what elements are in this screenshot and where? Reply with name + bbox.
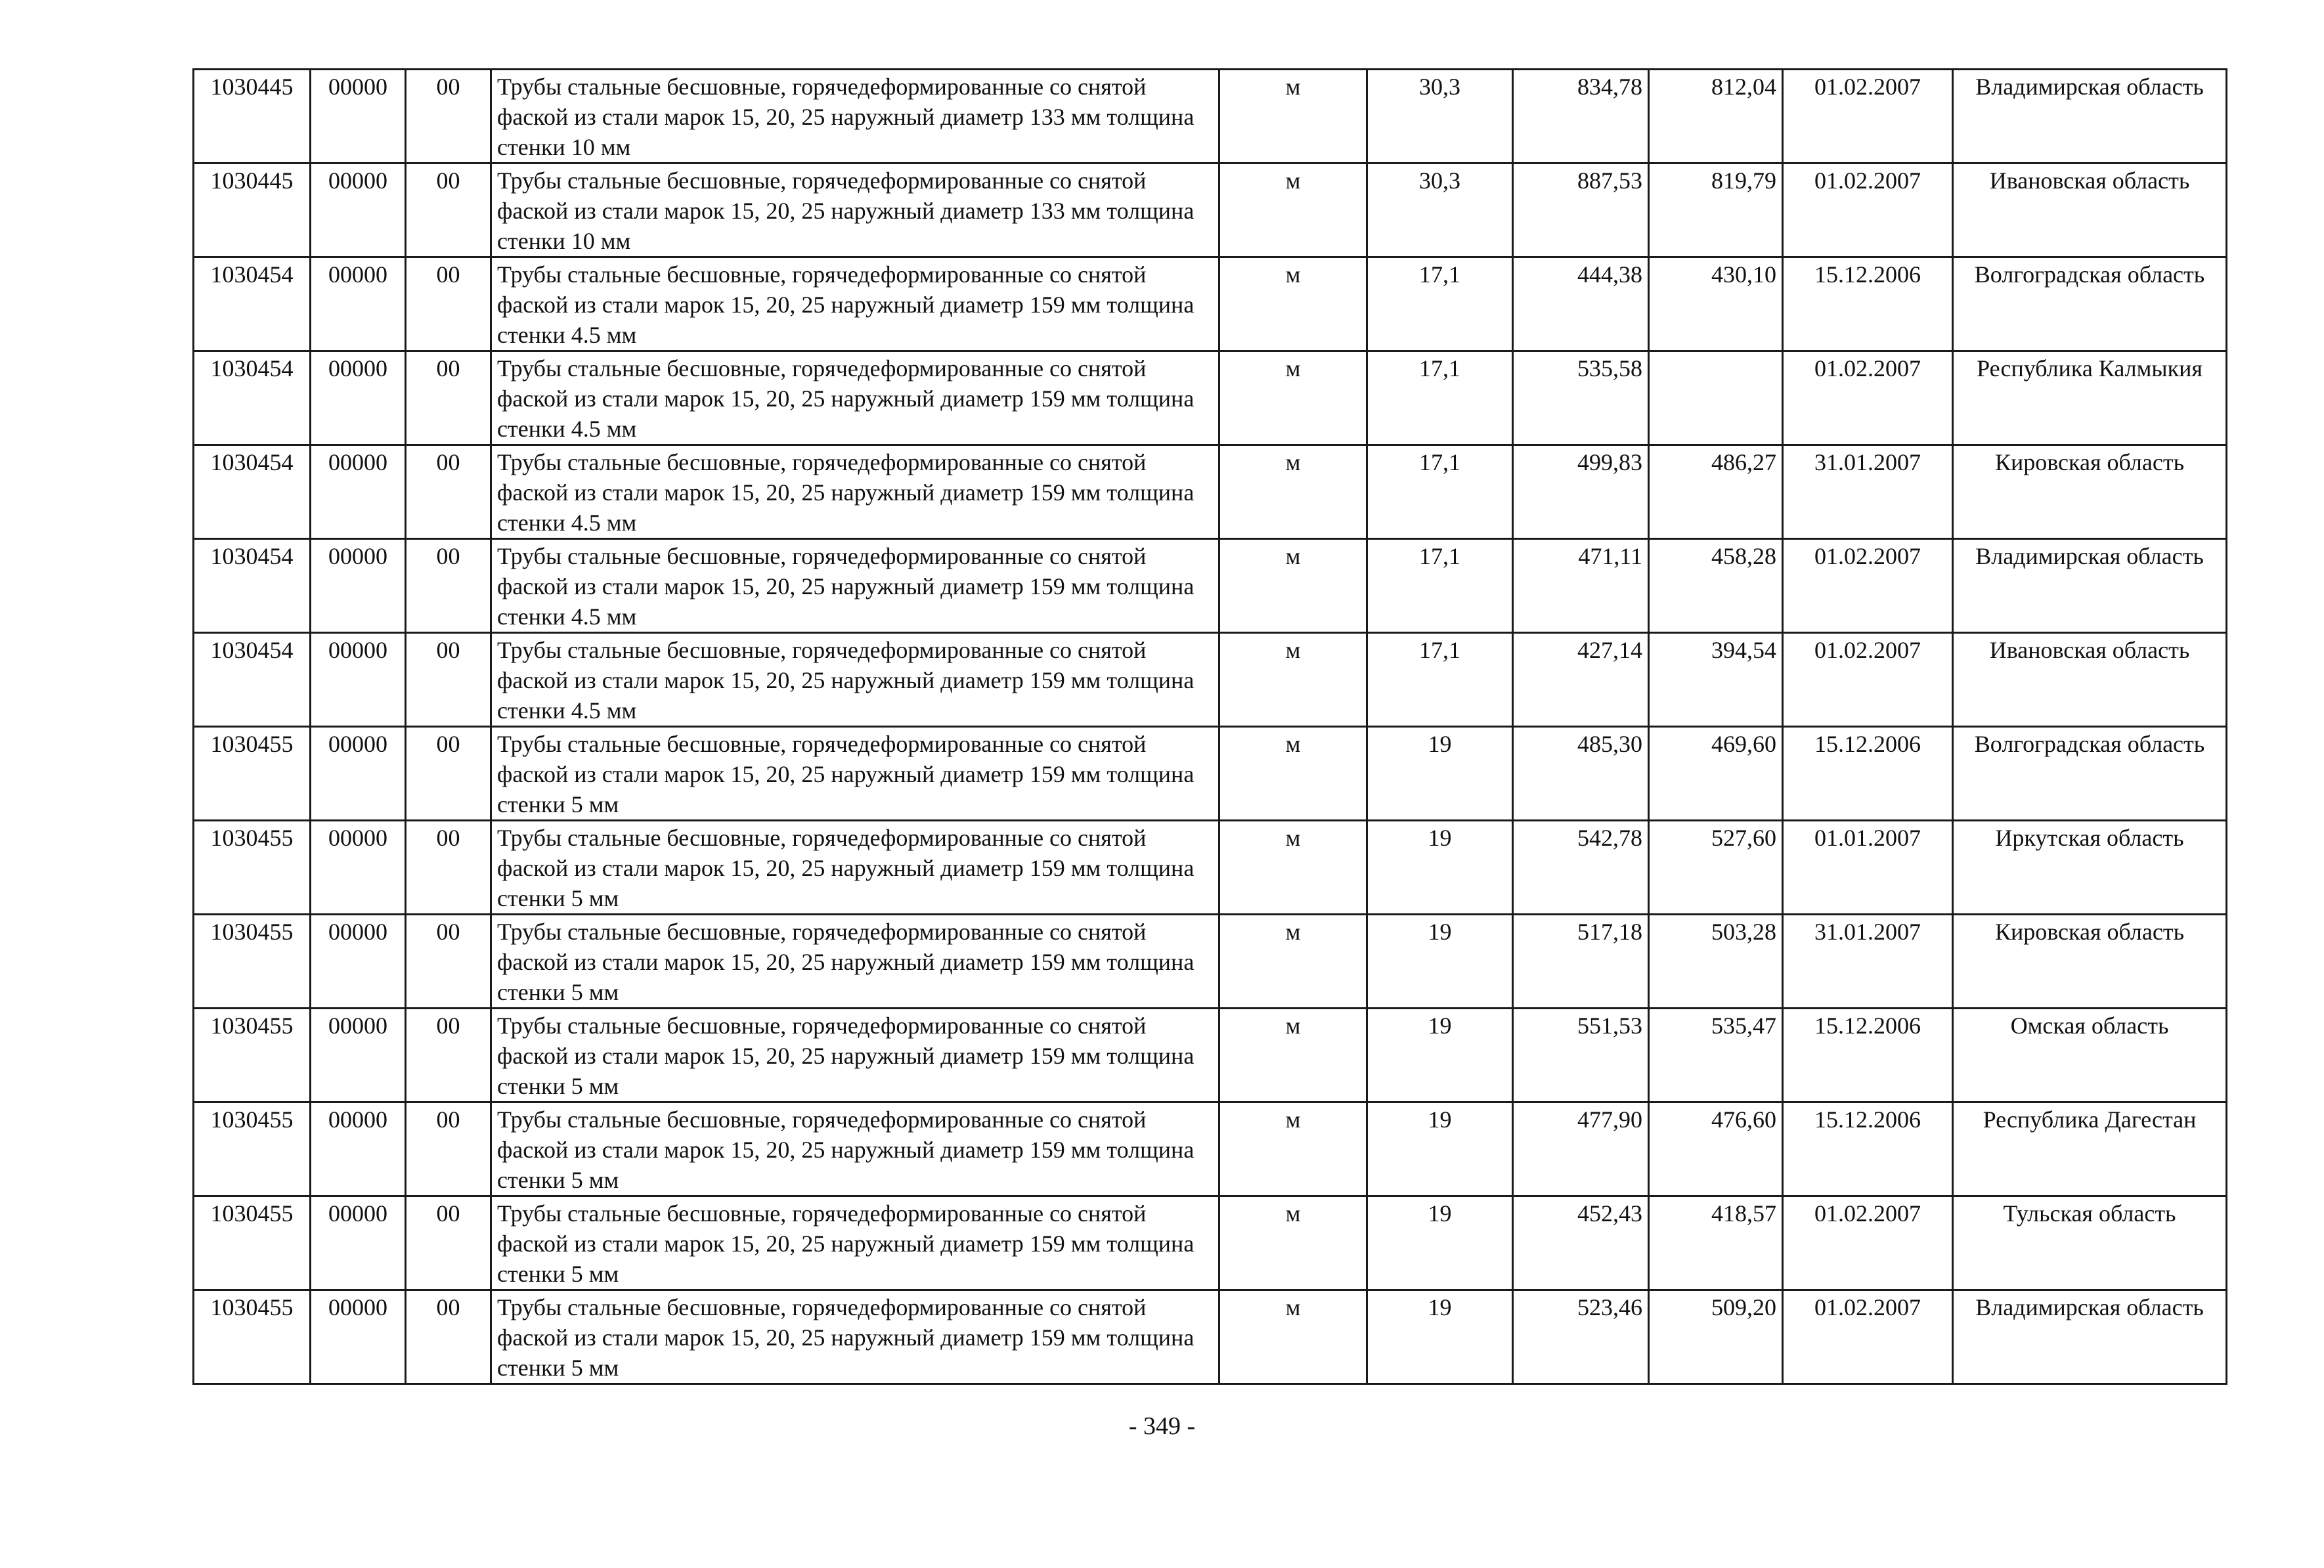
cell-description: Трубы стальные бесшовные, горячедеформированные со снятой фаской из стали марок 15, 20, 25 наружный диаметр 133 мм толщина стенки 10 мм bbox=[491, 163, 1219, 257]
cell-item-code: 1030445 bbox=[194, 70, 311, 163]
cell-price-1: 444,38 bbox=[1513, 257, 1649, 351]
cell-description: Трубы стальные бесшовные, горячедеформированные со снятой фаской из стали марок 15, 20, 25 наружный диаметр 159 мм толщина стенки 4.5 мм bbox=[491, 539, 1219, 633]
cell-unit: м bbox=[1219, 1009, 1367, 1102]
table-row bbox=[194, 70, 2227, 163]
cell-item-code: 1030454 bbox=[194, 633, 311, 727]
cell-subcode-2: 00 bbox=[406, 1009, 491, 1102]
table-row bbox=[194, 539, 2227, 633]
table-body bbox=[194, 70, 2227, 1384]
cell-weight: 30,3 bbox=[1367, 163, 1513, 257]
cell-item-code: 1030454 bbox=[194, 257, 311, 351]
cell-description: Трубы стальные бесшовные, горячедеформированные со снятой фаской из стали марок 15, 20, 25 наружный диаметр 159 мм толщина стенки 5 мм bbox=[491, 1102, 1219, 1196]
cell-region: Кировская область bbox=[1953, 915, 2227, 1009]
table-row bbox=[194, 1196, 2227, 1290]
cell-item-code: 1030455 bbox=[194, 1009, 311, 1102]
cell-price-1: 551,53 bbox=[1513, 1009, 1649, 1102]
cell-subcode: 00000 bbox=[311, 1102, 406, 1196]
cell-unit: м bbox=[1219, 539, 1367, 633]
cell-subcode-2: 00 bbox=[406, 445, 491, 539]
cell-item-code: 1030454 bbox=[194, 539, 311, 633]
cell-unit: м bbox=[1219, 351, 1367, 445]
cell-date: 15.12.2006 bbox=[1783, 1102, 1953, 1196]
table-row bbox=[194, 351, 2227, 445]
cell-price-2: 527,60 bbox=[1649, 821, 1783, 915]
cell-description: Трубы стальные бесшовные, горячедеформированные со снятой фаской из стали марок 15, 20, 25 наружный диаметр 159 мм толщина стенки 4.5 мм bbox=[491, 633, 1219, 727]
cell-description: Трубы стальные бесшовные, горячедеформированные со снятой фаской из стали марок 15, 20, 25 наружный диаметр 133 мм толщина стенки 10 мм bbox=[491, 70, 1219, 163]
cell-weight: 19 bbox=[1367, 1102, 1513, 1196]
cell-date: 01.02.2007 bbox=[1783, 351, 1953, 445]
cell-price-2: 819,79 bbox=[1649, 163, 1783, 257]
table-row bbox=[194, 445, 2227, 539]
cell-price-2: 394,54 bbox=[1649, 633, 1783, 727]
cell-item-code: 1030454 bbox=[194, 351, 311, 445]
cell-description: Трубы стальные бесшовные, горячедеформированные со снятой фаской из стали марок 15, 20, 25 наружный диаметр 159 мм толщина стенки 4.5 мм bbox=[491, 445, 1219, 539]
cell-date: 31.01.2007 bbox=[1783, 445, 1953, 539]
cell-price-2: 469,60 bbox=[1649, 727, 1783, 821]
cell-subcode: 00000 bbox=[311, 445, 406, 539]
cell-subcode: 00000 bbox=[311, 1290, 406, 1384]
cell-unit: м bbox=[1219, 1290, 1367, 1384]
cell-subcode-2: 00 bbox=[406, 821, 491, 915]
cell-region: Владимирская область bbox=[1953, 1290, 2227, 1384]
cell-price-1: 523,46 bbox=[1513, 1290, 1649, 1384]
cell-description: Трубы стальные бесшовные, горячедеформированные со снятой фаской из стали марок 15, 20, 25 наружный диаметр 159 мм толщина стенки 5 мм bbox=[491, 1009, 1219, 1102]
cell-unit: м bbox=[1219, 1102, 1367, 1196]
cell-price-2: 535,47 bbox=[1649, 1009, 1783, 1102]
cell-item-code: 1030455 bbox=[194, 1102, 311, 1196]
cell-region: Владимирская область bbox=[1953, 539, 2227, 633]
cell-date: 15.12.2006 bbox=[1783, 257, 1953, 351]
cell-description: Трубы стальные бесшовные, горячедеформированные со снятой фаской из стали марок 15, 20, 25 наружный диаметр 159 мм толщина стенки 4.5 мм bbox=[491, 257, 1219, 351]
cell-unit: м bbox=[1219, 821, 1367, 915]
table-row bbox=[194, 1290, 2227, 1384]
cell-unit: м bbox=[1219, 70, 1367, 163]
price-table bbox=[192, 68, 2227, 1385]
cell-weight: 19 bbox=[1367, 727, 1513, 821]
cell-date: 31.01.2007 bbox=[1783, 915, 1953, 1009]
cell-subcode: 00000 bbox=[311, 915, 406, 1009]
cell-unit: м bbox=[1219, 257, 1367, 351]
cell-price-1: 499,83 bbox=[1513, 445, 1649, 539]
cell-subcode: 00000 bbox=[311, 257, 406, 351]
cell-region: Кировская область bbox=[1953, 445, 2227, 539]
cell-price-1: 542,78 bbox=[1513, 821, 1649, 915]
cell-date: 01.02.2007 bbox=[1783, 633, 1953, 727]
cell-date: 01.01.2007 bbox=[1783, 821, 1953, 915]
cell-price-1: 477,90 bbox=[1513, 1102, 1649, 1196]
cell-region: Ивановская область bbox=[1953, 163, 2227, 257]
cell-description: Трубы стальные бесшовные, горячедеформированные со снятой фаской из стали марок 15, 20, 25 наружный диаметр 159 мм толщина стенки 5 мм bbox=[491, 1196, 1219, 1290]
cell-item-code: 1030455 bbox=[194, 727, 311, 821]
cell-weight: 17,1 bbox=[1367, 351, 1513, 445]
cell-description: Трубы стальные бесшовные, горячедеформированные со снятой фаской из стали марок 15, 20, 25 наружный диаметр 159 мм толщина стенки 5 мм bbox=[491, 915, 1219, 1009]
cell-price-1: 452,43 bbox=[1513, 1196, 1649, 1290]
cell-region: Волгоградская область bbox=[1953, 727, 2227, 821]
cell-subcode-2: 00 bbox=[406, 257, 491, 351]
cell-item-code: 1030455 bbox=[194, 915, 311, 1009]
cell-subcode: 00000 bbox=[311, 539, 406, 633]
cell-price-1: 887,53 bbox=[1513, 163, 1649, 257]
cell-date: 01.02.2007 bbox=[1783, 70, 1953, 163]
cell-weight: 19 bbox=[1367, 915, 1513, 1009]
cell-subcode-2: 00 bbox=[406, 163, 491, 257]
cell-subcode-2: 00 bbox=[406, 727, 491, 821]
cell-price-2: 812,04 bbox=[1649, 70, 1783, 163]
cell-weight: 17,1 bbox=[1367, 257, 1513, 351]
table-row bbox=[194, 257, 2227, 351]
cell-subcode-2: 00 bbox=[406, 351, 491, 445]
table-row bbox=[194, 163, 2227, 257]
cell-item-code: 1030455 bbox=[194, 1290, 311, 1384]
cell-unit: м bbox=[1219, 163, 1367, 257]
cell-item-code: 1030445 bbox=[194, 163, 311, 257]
cell-subcode-2: 00 bbox=[406, 1290, 491, 1384]
cell-subcode: 00000 bbox=[311, 163, 406, 257]
table-row bbox=[194, 915, 2227, 1009]
cell-region: Ивановская область bbox=[1953, 633, 2227, 727]
cell-price-1: 517,18 bbox=[1513, 915, 1649, 1009]
cell-price-2: 418,57 bbox=[1649, 1196, 1783, 1290]
cell-price-1: 535,58 bbox=[1513, 351, 1649, 445]
cell-subcode-2: 00 bbox=[406, 633, 491, 727]
table-row bbox=[194, 1102, 2227, 1196]
cell-price-2: 458,28 bbox=[1649, 539, 1783, 633]
cell-weight: 19 bbox=[1367, 1290, 1513, 1384]
cell-subcode-2: 00 bbox=[406, 915, 491, 1009]
cell-item-code: 1030454 bbox=[194, 445, 311, 539]
cell-item-code: 1030455 bbox=[194, 821, 311, 915]
cell-date: 01.02.2007 bbox=[1783, 1290, 1953, 1384]
cell-subcode-2: 00 bbox=[406, 539, 491, 633]
cell-subcode: 00000 bbox=[311, 727, 406, 821]
cell-description: Трубы стальные бесшовные, горячедеформированные со снятой фаской из стали марок 15, 20, 25 наружный диаметр 159 мм толщина стенки 4.5 мм bbox=[491, 351, 1219, 445]
cell-subcode: 00000 bbox=[311, 821, 406, 915]
cell-weight: 19 bbox=[1367, 1009, 1513, 1102]
table-row bbox=[194, 821, 2227, 915]
cell-subcode: 00000 bbox=[311, 1009, 406, 1102]
cell-subcode: 00000 bbox=[311, 351, 406, 445]
table-row bbox=[194, 727, 2227, 821]
cell-subcode: 00000 bbox=[311, 1196, 406, 1290]
cell-date: 15.12.2006 bbox=[1783, 1009, 1953, 1102]
cell-item-code: 1030455 bbox=[194, 1196, 311, 1290]
cell-price-2: 430,10 bbox=[1649, 257, 1783, 351]
cell-description: Трубы стальные бесшовные, горячедеформированные со снятой фаской из стали марок 15, 20, 25 наружный диаметр 159 мм толщина стенки 5 мм bbox=[491, 727, 1219, 821]
cell-price-2: 503,28 bbox=[1649, 915, 1783, 1009]
cell-description: Трубы стальные бесшовные, горячедеформированные со снятой фаской из стали марок 15, 20, 25 наружный диаметр 159 мм толщина стенки 5 мм bbox=[491, 1290, 1219, 1384]
cell-unit: м bbox=[1219, 727, 1367, 821]
cell-date: 01.02.2007 bbox=[1783, 539, 1953, 633]
cell-weight: 17,1 bbox=[1367, 445, 1513, 539]
cell-unit: м bbox=[1219, 915, 1367, 1009]
cell-region: Омская область bbox=[1953, 1009, 2227, 1102]
cell-weight: 17,1 bbox=[1367, 633, 1513, 727]
cell-unit: м bbox=[1219, 633, 1367, 727]
cell-region: Тульская область bbox=[1953, 1196, 2227, 1290]
cell-subcode-2: 00 bbox=[406, 1196, 491, 1290]
cell-description: Трубы стальные бесшовные, горячедеформированные со снятой фаской из стали марок 15, 20, 25 наружный диаметр 159 мм толщина стенки 5 мм bbox=[491, 821, 1219, 915]
cell-price-1: 427,14 bbox=[1513, 633, 1649, 727]
cell-price-1: 485,30 bbox=[1513, 727, 1649, 821]
cell-subcode-2: 00 bbox=[406, 1102, 491, 1196]
cell-region: Волгоградская область bbox=[1953, 257, 2227, 351]
cell-weight: 17,1 bbox=[1367, 539, 1513, 633]
cell-weight: 19 bbox=[1367, 1196, 1513, 1290]
cell-price-2: 486,27 bbox=[1649, 445, 1783, 539]
cell-weight: 19 bbox=[1367, 821, 1513, 915]
cell-date: 01.02.2007 bbox=[1783, 1196, 1953, 1290]
cell-region: Иркутская область bbox=[1953, 821, 2227, 915]
cell-subcode-2: 00 bbox=[406, 70, 491, 163]
cell-price-2: 509,20 bbox=[1649, 1290, 1783, 1384]
cell-price-2 bbox=[1649, 351, 1783, 445]
page-number: - 349 - bbox=[1128, 1412, 1196, 1440]
cell-subcode: 00000 bbox=[311, 633, 406, 727]
table-row bbox=[194, 633, 2227, 727]
cell-price-1: 834,78 bbox=[1513, 70, 1649, 163]
cell-unit: м bbox=[1219, 445, 1367, 539]
cell-region: Республика Дагестан bbox=[1953, 1102, 2227, 1196]
cell-price-2: 476,60 bbox=[1649, 1102, 1783, 1196]
cell-subcode: 00000 bbox=[311, 70, 406, 163]
cell-region: Владимирская область bbox=[1953, 70, 2227, 163]
cell-date: 15.12.2006 bbox=[1783, 727, 1953, 821]
cell-date: 01.02.2007 bbox=[1783, 163, 1953, 257]
cell-weight: 30,3 bbox=[1367, 70, 1513, 163]
cell-unit: м bbox=[1219, 1196, 1367, 1290]
cell-price-1: 471,11 bbox=[1513, 539, 1649, 633]
cell-region: Республика Калмыкия bbox=[1953, 351, 2227, 445]
table-row bbox=[194, 1009, 2227, 1102]
